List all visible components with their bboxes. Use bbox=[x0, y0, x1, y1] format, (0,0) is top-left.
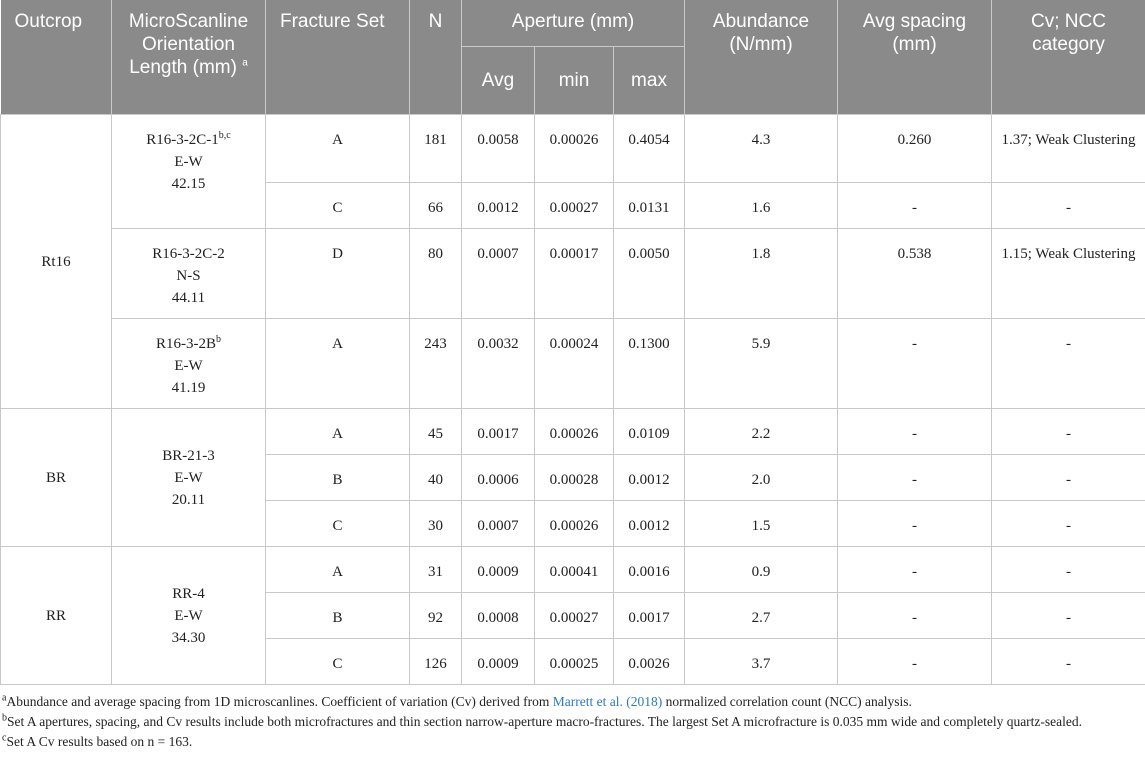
spacing-cell: - bbox=[838, 501, 992, 547]
aperture-max-cell: 0.0050 bbox=[614, 229, 685, 319]
aperture-avg-cell: 0.0032 bbox=[462, 319, 535, 409]
cv-cell: 1.37; Weak Clustering bbox=[992, 115, 1145, 183]
cv-cell: - bbox=[992, 455, 1145, 501]
aperture-min-cell: 0.00028 bbox=[535, 455, 614, 501]
aperture-avg-cell: 0.0012 bbox=[462, 183, 535, 229]
set-cell: C bbox=[266, 639, 410, 685]
aperture-max-cell: 0.1300 bbox=[614, 319, 685, 409]
footnote-a-text-end: normalized correlation count (NCC) analysis. bbox=[662, 694, 912, 709]
abundance-cell: 5.9 bbox=[685, 319, 838, 409]
header-aperture-avg: Avg bbox=[462, 46, 535, 114]
footnote-b-text: Set A apertures, spacing, and Cv results include both microfractures and thin section narrow-aperture macro-fractures. The largest Set A microfracture is 0.035 mm wide and completely quartz-sealed. bbox=[7, 714, 1083, 729]
abundance-cell: 1.5 bbox=[685, 501, 838, 547]
scanline-orientation: E-W bbox=[174, 607, 203, 624]
aperture-max-cell: 0.0131 bbox=[614, 183, 685, 229]
abundance-cell: 2.0 bbox=[685, 455, 838, 501]
table-footnotes bbox=[0, 685, 1145, 752]
scanline-cell bbox=[112, 229, 266, 319]
scanline-sup: b bbox=[216, 334, 221, 345]
aperture-min-cell: 0.00025 bbox=[535, 639, 614, 685]
table-row bbox=[1, 409, 1145, 455]
cv-cell: - bbox=[992, 319, 1145, 409]
outcrop-cell: Rt16 bbox=[1, 115, 112, 409]
n-cell: 31 bbox=[410, 547, 462, 593]
set-cell: A bbox=[266, 319, 410, 409]
n-cell: 30 bbox=[410, 501, 462, 547]
scanline-length: 20.11 bbox=[171, 491, 206, 508]
aperture-avg-cell: 0.0017 bbox=[462, 409, 535, 455]
aperture-min-cell: 0.00026 bbox=[535, 501, 614, 547]
scanline-cell bbox=[112, 409, 266, 547]
scanline-name: RR-4 bbox=[172, 585, 205, 602]
set-cell: C bbox=[266, 501, 410, 547]
set-cell: B bbox=[266, 593, 410, 639]
scanline-length: 41.19 bbox=[171, 380, 206, 396]
footnote-c-text: Set A Cv results based on n = 163. bbox=[6, 734, 193, 749]
abundance-cell: 3.7 bbox=[685, 639, 838, 685]
n-cell: 126 bbox=[410, 639, 462, 685]
scanline-sup: b,c bbox=[218, 130, 231, 141]
abundance-cell: 2.7 bbox=[685, 593, 838, 639]
cv-cell: - bbox=[992, 593, 1145, 639]
scanline-name: R16-3-2C-1 bbox=[146, 132, 219, 148]
header-cv: Cv; NCC category bbox=[992, 0, 1145, 115]
aperture-avg-cell: 0.0007 bbox=[462, 501, 535, 547]
scanline-length: 44.11 bbox=[171, 290, 206, 306]
cv-cell: 1.15; Weak Clustering bbox=[992, 229, 1145, 319]
aperture-min-cell: 0.00026 bbox=[535, 115, 614, 183]
n-cell: 181 bbox=[410, 115, 462, 183]
table-row bbox=[1, 115, 1145, 183]
spacing-cell: - bbox=[838, 409, 992, 455]
table-row bbox=[1, 319, 1145, 409]
aperture-avg-cell: 0.0009 bbox=[462, 547, 535, 593]
header-avg-spacing: Avg spacing (mm) bbox=[838, 0, 992, 115]
footnote-a-marker: a bbox=[2, 692, 7, 704]
set-cell: A bbox=[266, 115, 410, 183]
set-cell: C bbox=[266, 183, 410, 229]
aperture-min-cell: 0.00026 bbox=[535, 409, 614, 455]
aperture-max-cell: 0.0012 bbox=[614, 455, 685, 501]
footnote-b bbox=[2, 712, 1143, 732]
scanline-orientation: N-S bbox=[176, 268, 201, 284]
aperture-avg-cell: 0.0009 bbox=[462, 639, 535, 685]
outcrop-cell: BR bbox=[1, 409, 112, 547]
n-cell: 66 bbox=[410, 183, 462, 229]
scanline-orientation: E-W bbox=[174, 358, 203, 374]
header-microscanline-sup: a bbox=[242, 57, 248, 69]
scanline-length: 42.15 bbox=[171, 176, 206, 192]
spacing-cell: - bbox=[838, 319, 992, 409]
table-row bbox=[1, 229, 1145, 319]
n-cell: 92 bbox=[410, 593, 462, 639]
footnote-a-text-start: Abundance and average spacing from 1D microscanlines. Coefficient of variation (Cv) derived from bbox=[6, 694, 553, 709]
header-aperture: Aperture (mm) bbox=[462, 0, 685, 46]
aperture-min-cell: 0.00027 bbox=[535, 183, 614, 229]
spacing-cell: 0.260 bbox=[838, 115, 992, 183]
aperture-max-cell: 0.0016 bbox=[614, 547, 685, 593]
outcrop-cell: RR bbox=[1, 547, 112, 685]
header-aperture-min: min bbox=[535, 46, 614, 114]
n-cell: 80 bbox=[410, 229, 462, 319]
spacing-cell: - bbox=[838, 593, 992, 639]
spacing-cell: - bbox=[838, 183, 992, 229]
scanline-cell bbox=[112, 115, 266, 229]
scanline-length: 34.30 bbox=[171, 629, 206, 646]
aperture-min-cell: 0.00024 bbox=[535, 319, 614, 409]
set-cell: A bbox=[266, 409, 410, 455]
scanline-orientation: E-W bbox=[174, 154, 203, 170]
aperture-avg-cell: 0.0058 bbox=[462, 115, 535, 183]
cv-cell: - bbox=[992, 409, 1145, 455]
header-microscanline bbox=[112, 0, 266, 115]
scanline-name: R16-3-2B bbox=[156, 336, 216, 352]
n-cell: 243 bbox=[410, 319, 462, 409]
abundance-cell: 4.3 bbox=[685, 115, 838, 183]
marrett-citation-link[interactable]: Marrett et al. (2018) bbox=[552, 694, 663, 709]
cv-cell: - bbox=[992, 547, 1145, 593]
footnote-b-marker: b bbox=[2, 712, 7, 724]
cv-cell: - bbox=[992, 639, 1145, 685]
aperture-avg-cell: 0.0008 bbox=[462, 593, 535, 639]
scanline-name: R16-3-2C-2 bbox=[152, 246, 225, 262]
header-outcrop: Outcrop bbox=[1, 0, 112, 115]
scanline-name: BR-21-3 bbox=[162, 447, 215, 464]
aperture-min-cell: 0.00041 bbox=[535, 547, 614, 593]
cv-cell: - bbox=[992, 501, 1145, 547]
footnote-a bbox=[2, 692, 1143, 712]
abundance-cell: 2.2 bbox=[685, 409, 838, 455]
aperture-min-cell: 0.00017 bbox=[535, 229, 614, 319]
scanline-orientation: E-W bbox=[174, 469, 203, 486]
abundance-cell: 0.9 bbox=[685, 547, 838, 593]
abundance-cell: 1.8 bbox=[685, 229, 838, 319]
aperture-max-cell: 0.0012 bbox=[614, 501, 685, 547]
set-cell: B bbox=[266, 455, 410, 501]
table-row bbox=[1, 547, 1145, 593]
header-n: N bbox=[410, 0, 462, 115]
header-aperture-max: max bbox=[614, 46, 685, 114]
n-cell: 45 bbox=[410, 409, 462, 455]
spacing-cell: - bbox=[838, 547, 992, 593]
aperture-min-cell: 0.00027 bbox=[535, 593, 614, 639]
aperture-max-cell: 0.0109 bbox=[614, 409, 685, 455]
aperture-max-cell: 0.0026 bbox=[614, 639, 685, 685]
set-cell: A bbox=[266, 547, 410, 593]
aperture-max-cell: 0.4054 bbox=[614, 115, 685, 183]
aperture-max-cell: 0.0017 bbox=[614, 593, 685, 639]
n-cell: 40 bbox=[410, 455, 462, 501]
spacing-cell: - bbox=[838, 639, 992, 685]
header-fracture-set: Fracture Set bbox=[266, 0, 410, 115]
scanline-cell bbox=[112, 547, 266, 685]
cv-cell: - bbox=[992, 183, 1145, 229]
footnote-c bbox=[2, 732, 1143, 752]
aperture-avg-cell: 0.0006 bbox=[462, 455, 535, 501]
spacing-cell: 0.538 bbox=[838, 229, 992, 319]
set-cell: D bbox=[266, 229, 410, 319]
aperture-avg-cell: 0.0007 bbox=[462, 229, 535, 319]
spacing-cell: - bbox=[838, 455, 992, 501]
scanline-cell bbox=[112, 319, 266, 409]
footnote-c-marker: c bbox=[2, 732, 7, 744]
abundance-cell: 1.6 bbox=[685, 183, 838, 229]
header-microscanline-label: MicroScanline Orientation Length (mm) bbox=[128, 11, 249, 78]
header-abundance: Abundance (N/mm) bbox=[685, 0, 838, 115]
